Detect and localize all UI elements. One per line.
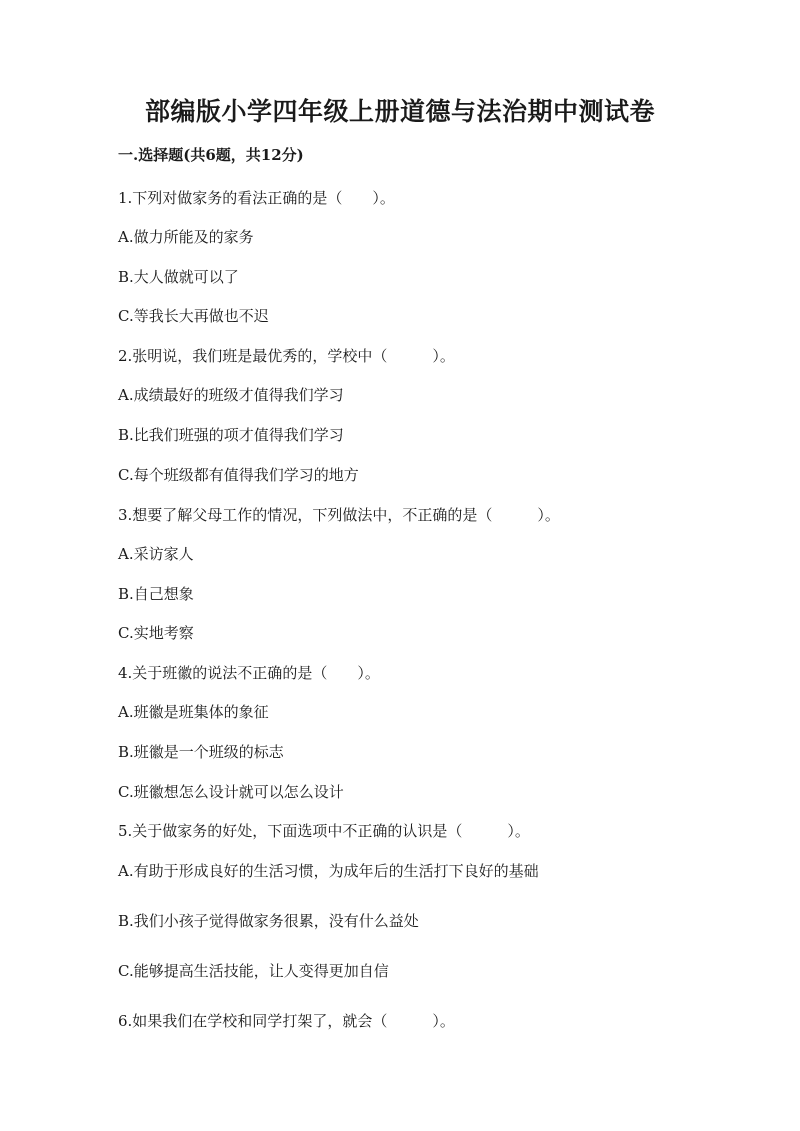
question-3-option-b: B.自己想象	[118, 585, 194, 603]
question-5-option-b: B.我们小孩子觉得做家务很累，没有什么益处	[118, 912, 419, 930]
section-heading: 一.选择题(共6题，共12分)	[118, 146, 304, 164]
question-3-option-a: A.采访家人	[118, 545, 194, 563]
question-5-option-a: A.有助于形成良好的生活习惯，为成年后的生活打下良好的基础	[118, 862, 539, 880]
question-5-stem: 5.关于做家务的好处，下面选项中不正确的认识是（ ）。	[118, 822, 530, 840]
question-4-option-b: B.班徽是一个班级的标志	[118, 743, 284, 761]
question-2-option-b: B.比我们班强的项才值得我们学习	[118, 426, 344, 444]
question-4-option-c: C.班徽想怎么设计就可以怎么设计	[118, 783, 344, 801]
exam-title: 部编版小学四年级上册道德与法治期中测试卷	[144, 97, 655, 126]
question-6-stem: 6.如果我们在学校和同学打架了，就会（ ）。	[118, 1012, 455, 1030]
question-1-option-b: B.大人做就可以了	[118, 268, 239, 286]
question-2-stem: 2.张明说，我们班是最优秀的，学校中（ ）。	[118, 347, 455, 365]
question-4-option-a: A.班徽是班集体的象征	[118, 703, 269, 721]
question-1-option-a: A.做力所能及的家务	[118, 228, 254, 246]
question-2-option-a: A.成绩最好的班级才值得我们学习	[118, 386, 344, 404]
question-3-stem: 3.想要了解父母工作的情况，下列做法中，不正确的是（ ）。	[118, 506, 560, 524]
question-3-option-c: C.实地考察	[118, 624, 194, 642]
question-5-option-c: C.能够提高生活技能，让人变得更加自信	[118, 962, 389, 980]
question-4-stem: 4.关于班徽的说法不正确的是（ ）。	[118, 664, 380, 682]
question-1-stem: 1.下列对做家务的看法正确的是（ ）。	[118, 189, 395, 207]
question-1-option-c: C.等我长大再做也不迟	[118, 307, 269, 325]
question-2-option-c: C.每个班级都有值得我们学习的地方	[118, 466, 359, 484]
